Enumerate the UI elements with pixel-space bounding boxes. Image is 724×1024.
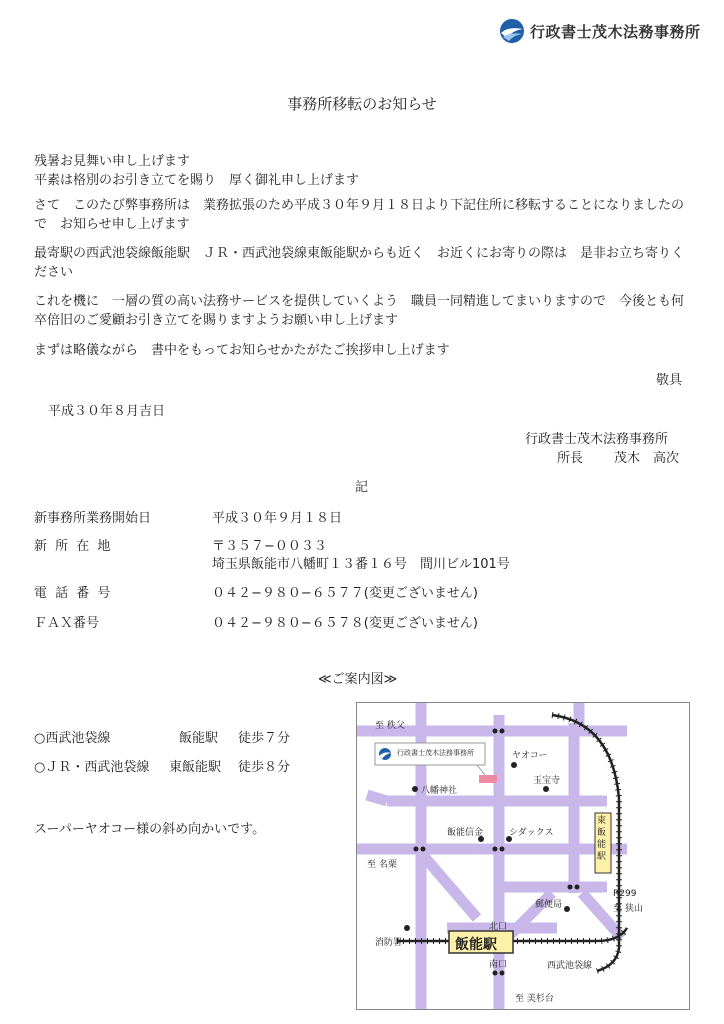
signature-title: 所長 [557, 451, 584, 466]
map-label-gyokuhoji: 玉宝寺 [533, 776, 561, 786]
paragraph-access: 最寄駅の西武池袋線飯能駅 ＪＲ・西武池袋線東飯能駅からも近く お近くにお寄りの際は 是非お立ち寄りください [34, 246, 685, 280]
office-logo [499, 18, 701, 44]
map-label-shinkin: 飯能信金 [447, 828, 484, 838]
map-label-south-exit: 南口 [489, 960, 508, 970]
detail-label-start: 新事務所業務開始日 [34, 511, 152, 526]
map-label-office-callout: 行政書士茂木法務事務所 [397, 749, 474, 757]
route-1-walk: 徒歩７分 [238, 731, 291, 746]
route-2-station: 東飯能駅 [169, 760, 222, 775]
map-label-shidax: シダックス [509, 828, 554, 838]
map-label-higashi-hanno: 東飯能駅 [597, 816, 607, 862]
detail-value-fax: ０４２−９８０−６５７８(変更ございません) [212, 616, 478, 631]
logo-office-name: 行政書士茂木法務事務所 [530, 22, 701, 41]
map-label-to-sayama: 至 狭山 [613, 904, 643, 914]
detail-value-start: 平成３０年９月１８日 [212, 511, 343, 526]
route-1-station: 飯能駅 [179, 731, 219, 746]
greeting-line-1: 残暑お見舞い申し上げます [34, 154, 191, 169]
map-label-yaoko: ヤオコー [512, 751, 548, 761]
map-label-hanno-station: 飯能駅 [455, 937, 497, 953]
map-label-post-office: 郵便局 [535, 900, 563, 910]
paragraph-closing: まずは略儀ながら 書中をもってお知らせかたがたご挨拶申し上げます [34, 343, 450, 358]
ki-heading: 記 [355, 480, 369, 495]
detail-value-address: 埼玉県飯能市八幡町１３番１６号 間川ビル101号 [212, 557, 510, 572]
map-label-seibu-line: 西武池袋線 [547, 961, 593, 971]
wave-logo-icon [499, 18, 525, 44]
map-label-to-misugidai: 至 美杉台 [515, 994, 554, 1004]
paragraph-relocation: さて このたび弊事務所は 業務拡張のため平成３０年９月１８日より下記住所に移転することになりましたので お知らせ申し上げます [34, 198, 685, 232]
detail-label-phone: 電 話 番 号 [34, 586, 113, 601]
greeting-line-2: 平素は格別のお引き立てを賜り 厚く御礼申し上げます [34, 173, 360, 188]
signature-office: 行政書士茂木法務事務所 [525, 432, 669, 447]
detail-label-address: 新 所 在 地 [34, 539, 113, 554]
map-label-r299: R299 [613, 889, 637, 899]
location-note: スーパーヤオコー様の斜め向かいです。 [34, 822, 266, 837]
map-label-to-nagura: 至 名栗 [367, 860, 397, 870]
closing-keigu: 敬具 [656, 373, 683, 388]
map-label-hachiman: 八幡神社 [421, 786, 458, 796]
signature-name: 茂木 高次 [614, 451, 680, 466]
paragraph-commitment: これを機に 一層の質の高い法務サービスを提供していくよう 職員一同精進してまいりますので 今後とも何卒倍旧のご愛顧お引き立てを賜りますようお願い申し上げます [34, 294, 685, 328]
letter-date: 平成３０年８月吉日 [48, 404, 166, 419]
detail-value-phone: ０４２−９８０−６５７７(変更ございません) [212, 586, 478, 601]
map-label-fire-station: 消防署 [375, 938, 403, 948]
detail-value-postal: 〒３５７−００３３ [212, 539, 327, 554]
route-2-line: ○ＪＲ・西武池袋線 [34, 760, 150, 775]
map-label-north-exit: 北口 [489, 922, 508, 932]
guide-heading: ≪ご案内図≫ [318, 672, 398, 687]
detail-label-fax: ＦＡＸ番号 [34, 616, 100, 631]
guide-map [356, 702, 690, 1010]
page-title: 事務所移転のお知らせ [287, 95, 437, 113]
route-2-walk: 徒歩８分 [238, 760, 291, 775]
route-1-line: ○西武池袋線 [34, 731, 111, 746]
map-label-to-chichibu: 至 秩父 [375, 721, 405, 731]
